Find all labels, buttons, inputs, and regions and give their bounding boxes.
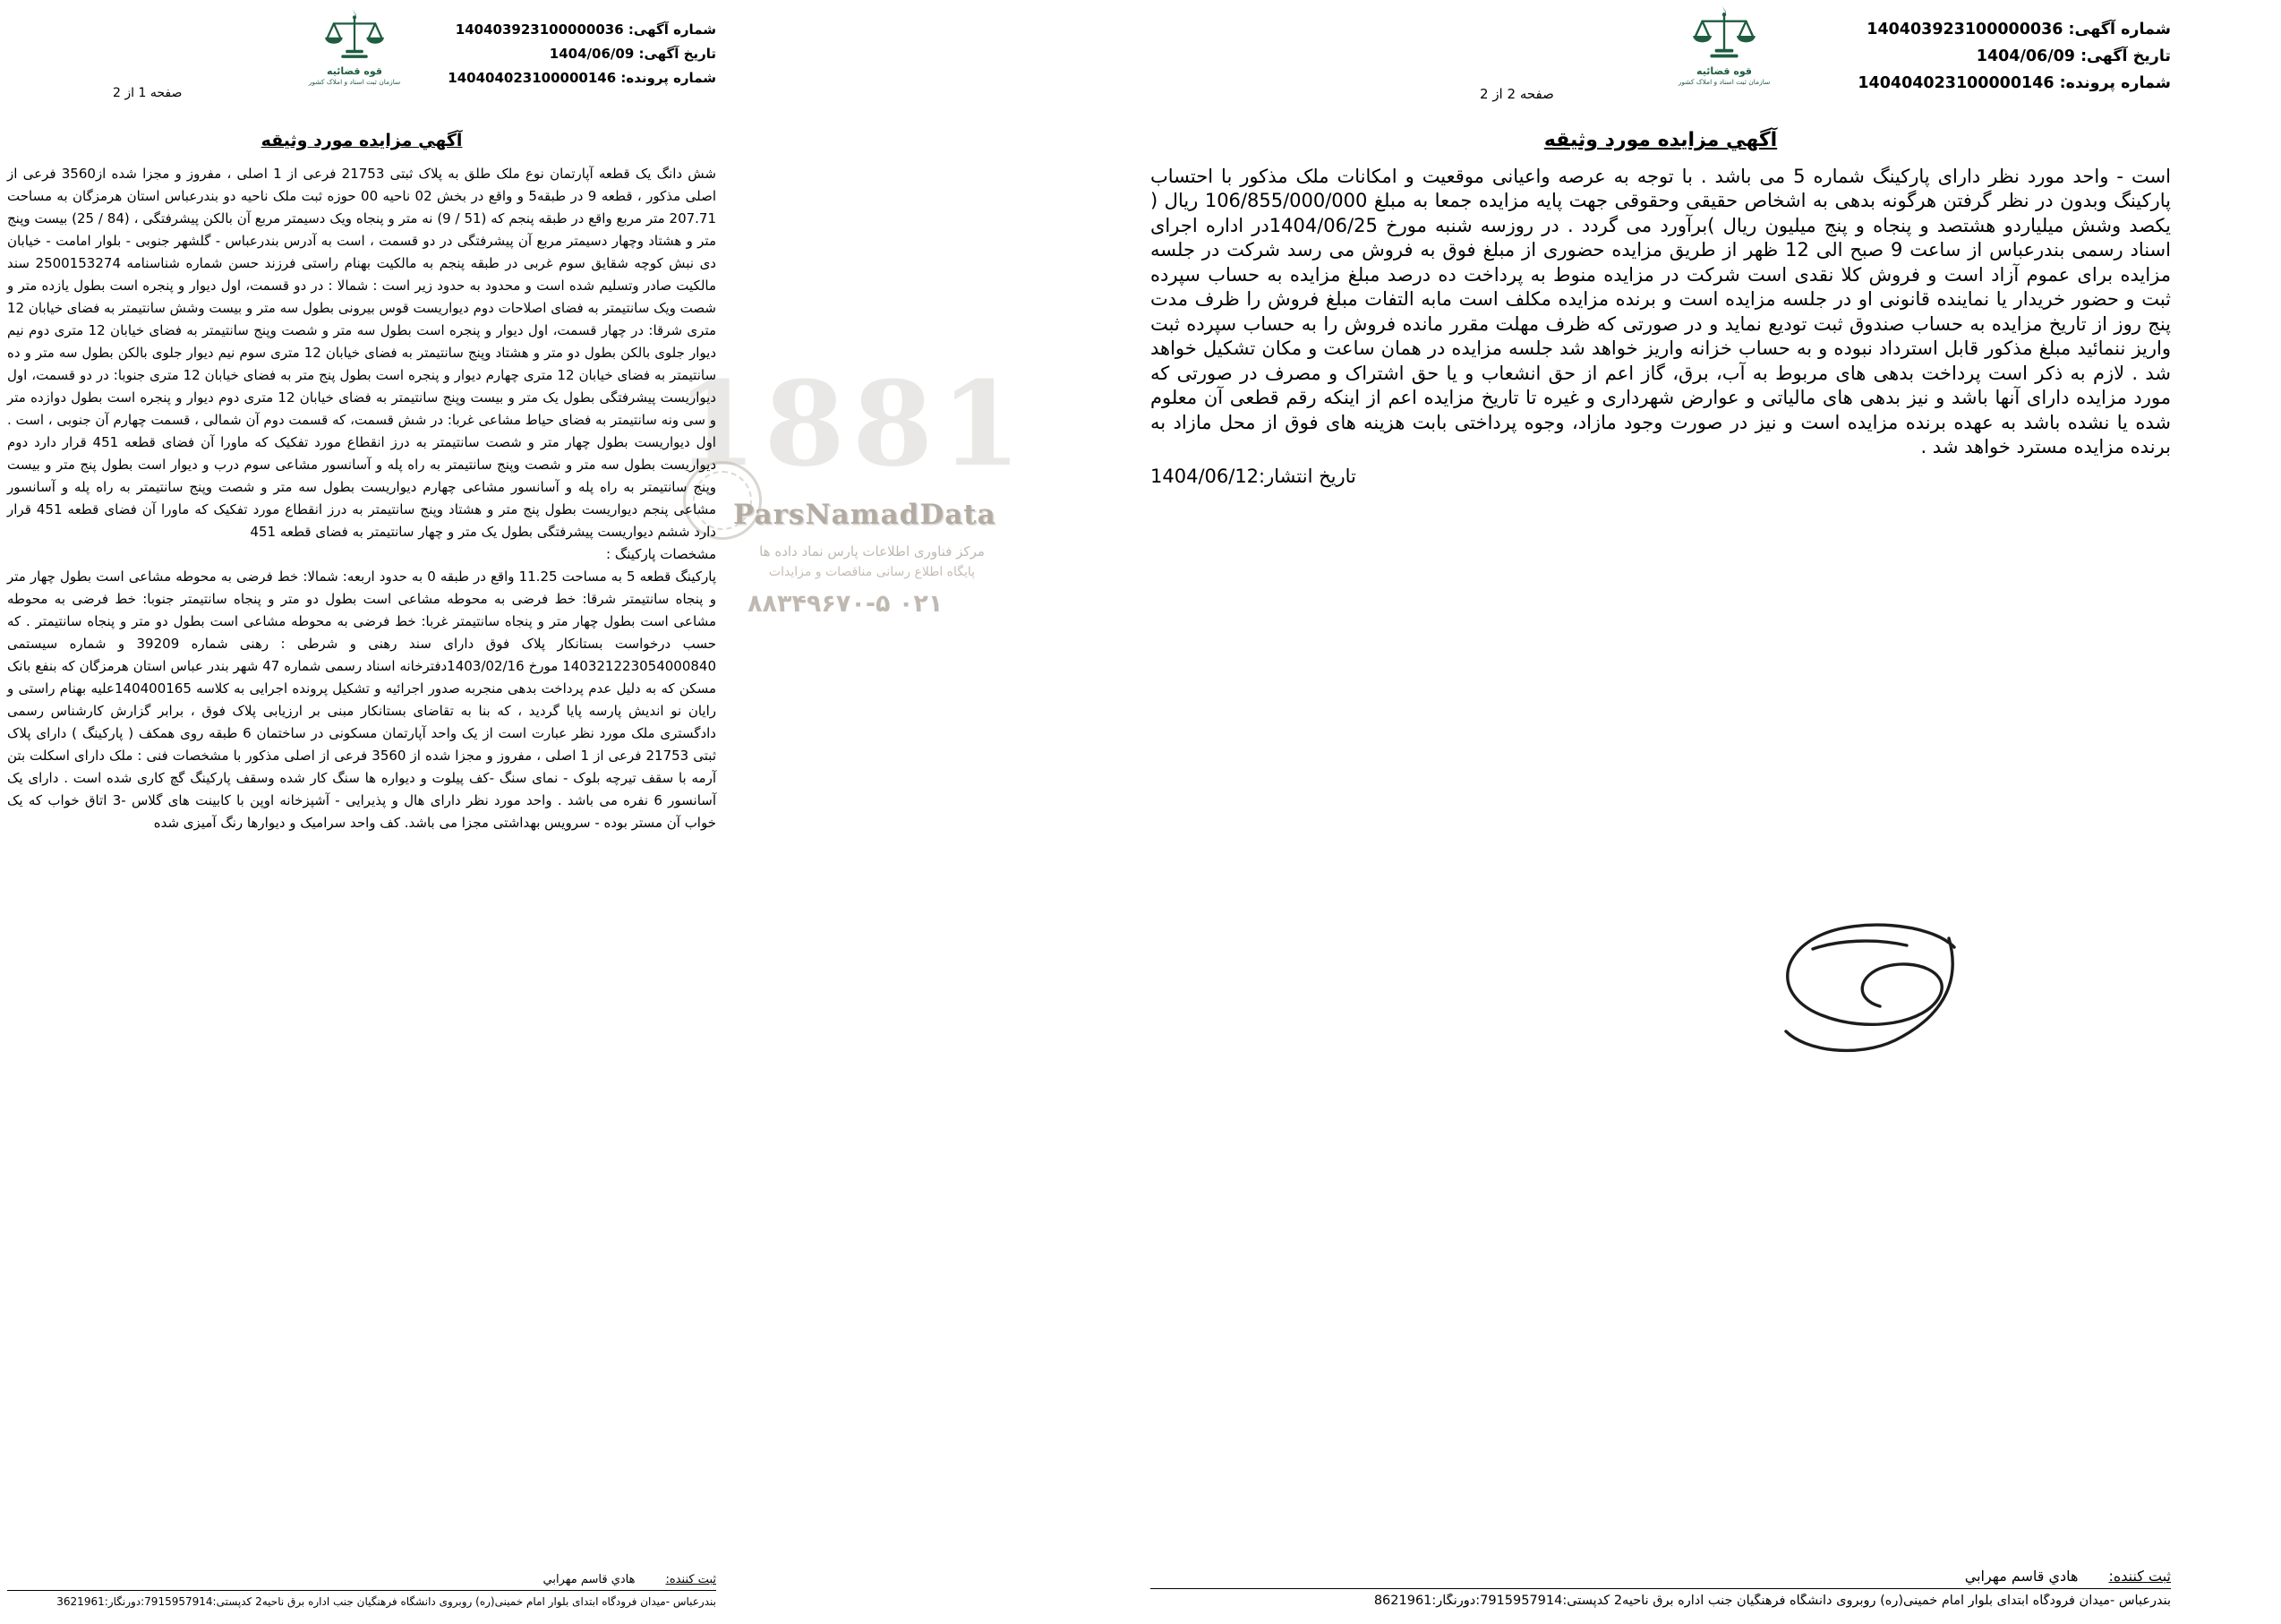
page-number-label: صفحه 2 از 2 [1480, 86, 1554, 102]
notice-date-value: 1404/06/09 [1976, 47, 2075, 65]
file-no-label: شماره پرونده: [620, 70, 716, 86]
emblem-caption-2: سازمان ثبت اسناد و املاک کشور [308, 78, 401, 86]
signature-scribble-icon [1723, 913, 1992, 1065]
watermark-digits: 1881 [676, 355, 1029, 492]
header-field-notice-date [448, 42, 716, 66]
page-2-footer [1150, 1568, 2171, 1608]
page-1-header [7, 0, 716, 125]
notice-date-label: تاریخ آگهی: [638, 46, 716, 62]
header-fields [1858, 16, 2171, 97]
page-1-footer [7, 1573, 716, 1608]
notice-date-label: تاریخ آگهی: [2080, 47, 2171, 65]
watermark-tagline-2: پایگاه اطلاع رسانی مناقصات و مزایدات [768, 565, 976, 579]
page-2 [1150, 0, 2171, 1624]
page-2-header [1150, 0, 2171, 125]
watermark-tagline-1: مرکز فناوری اطلاعات پارس نماد داده ها [759, 543, 985, 560]
footer-divider [1150, 1588, 2171, 1589]
file-no-value: 140404023100000146 [1858, 74, 2055, 92]
footer-address: بندرعباس -میدان فرودگاه ابتدای بلوار امام خمینی(ره) روبروی دانشگاه فرهنگیان جنب اداره برق ناحیه2 کدپستی:7915957914:دورنگار:3621961 [56, 1595, 716, 1608]
watermark [676, 355, 1061, 640]
notice-date-value: 1404/06/09 [549, 46, 635, 62]
header-field-file-no [448, 66, 716, 90]
body-paragraph: است - واحد مورد نظر دارای پارکینگ شماره 5 می باشد . با توجه به عرصه واعیانی موقعیت و امکانات ملک مذکور با احتساب پارکینگ وبدون در نظر گرفتن هرگونه بدهی به اشخاص حقیقی وحقوقی جهت پایه مزایده جمعا به مبلغ 106/855/000/000 ریال ( یکصد وشش میلیاردو هشتصد و پنجاه و پنج میلیون ریال )برآورد می گردد . در روزسه شنبه مورخ 1404/06/25در اداره اجرای اسناد رسمی بندرعباس از ساعت 9 صبح الی 12 ظهر از طریق مزایده حضوری از مبلغ فوق به فروش می رسد شرکت در جلسه مزایده برای عموم آزاد است و فروش کلا نقدی است شرکت در مزایده منوط به پرداخت ده درصد مبلغ مزایده به حساب سپرده ثبت و حضور خریدار یا نماینده قانونی او در جلسه مزایده است و برنده مزایده مکلف است مابه التفات مبلغ فروش را ظرف مدت پنج روز از تاریخ مزایده به حساب صندوق ثبت تودیع نماید و در صورتی که ظرف مهلت مقرر مانده فروش را به حساب سپرده ثبت واریز ننمائید مبلغ مذکور قابل استرداد نبوده و به حساب خزانه واریز خواهد شد جلسه مزایده در همان ساعت و مکان تشکیل خواهد شد . لازم به ذکر است پرداخت بدهی های مربوط به آب، برق، گاز اعم از حق انشعاب و یا حق اشتراک و مصرف در صورتی که مورد مزایده دارای آنها باشد و نیز بدهی های مالیاتی و عوارض شهرداری و غیره تا تاریخ مزایده اعم از اینکه رقم قطعی آن معلوم شده یا نشده باشد به عهده برنده مزایده است و نیز در صورت وجود مازاد، وجوه پرداختی بابت هزینه های فوق از محل مازاد به برنده مزایده مسترد خواهد شد . [1150, 165, 2172, 458]
body-paragraph-1: شش دانگ یک قطعه آپارتمان نوع ملک طلق به پلاک ثبتی 21753 فرعی از 1 اصلی ، مفروز و مجزا شده از3560 فرعی از اصلی مذکور ، قطعه 9 در طبقه5 و واقع در بخش 02 ناحیه 00 حوزه ثبت ملک ناحیه دو بندرعباس استان هرمزگان به مساحت 207.71 متر مربع واقع در طبقه پنجم که (51 / 9) نه متر و پنجاه ویک دسیمتر مربع آن بالکن پیشرفتگی ، (84 / 25) بیست وپنج متر و هشتاد وچهار دسیمتر مربع آن پیشرفتگی در دو قسمت ، است به آدرس بندرعباس - گلشهر جنوبی - بلوار امامت - خیابان دی نبش کوچه شقایق سوم غربی در طبقه پنجم به مالکیت بهنام راستی فرزند حسن شماره شناسنامه 2500153274 سند مالکیت صادر وتسلیم شده است و محدود به حدود زیر است : شمالا : در دو قسمت، اول دیوار و پنجره است بطول یازده متر و شصت ویک سانتیمتر به فضای اصلاحات دوم دیواریست قوس بیرونی بطول سه متر و بیست وشش سانتیمتر به فضای خیابان 12 متری شرقا: در چهار قسمت، اول دیوار و پنجره است بطول سه متر و شصت وپنج سانتیمتر به فضای خیابان 12 متری دوم نیم دیوار جلوی بالکن بطول دو متر و هشتاد وپنج سانتیمتر به فضای خیابان 12 متری سوم نیم دیوار جلوی بالکن بطول سه متر و ده سانتیمتر به فضای خیابان 12 متری چهارم دیوار و پنجره است بطول پنج متر به فضای خیابان 12 متری جنوبا: در دو قسمت، اول دیواریست پیشرفتگی بطول یک متر و بیست وپنج سانتیمتر به فضای خیابان 12 متری دوم دیوار و پنجره است بطول دوازده متر و سی ونه سانتیمتر به فضای حیاط مشاعی غربا: در شش قسمت، که قسمت دوم آن شمالی ، قسمت چهارم آن جنوبی ، است . اول دیواریست بطول چهار متر و شصت سانتیمتر به درز انقطاع مورد تفکیک که ماورا آن فضای قطعه 451 قرار دارد دوم دیواریست بطول سه متر و شصت وپنج سانتیمتر به راه پله و آسانسور مشاعی سوم درب و دیوار است بطول پنج متر و بیست وپنج سانتیمتر به راه پله و آسانسور مشاعی چهارم دیواریست بطول سه متر و شصت وپنج سانتیمتر به راه پله و آسانسور مشاعی پنجم دیواریست بطول پنج متر و هشتاد وپنج سانتیمتر به درز انقطاع مورد تفکیک که ماورا آن فضای قطعه 451 قرار دارد ششم دیواریست پیشرفتگی بطول یک متر و چهار سانتیمتر به فضای قطعه 451 [7, 166, 717, 540]
emblem-caption-1: قوه قضائیه [327, 65, 382, 77]
registrar-label: ثبت کننده: [665, 1573, 716, 1586]
emblem-caption-2: سازمان ثبت اسناد و املاک کشور [1678, 78, 1771, 86]
file-no-label: شماره پرونده: [2059, 74, 2171, 92]
header-field-notice-date [1858, 43, 2171, 70]
header-field-notice-no [448, 18, 716, 42]
registrar-row [1150, 1568, 2171, 1585]
footer-divider [7, 1590, 716, 1591]
header-field-file-no [1858, 70, 2171, 97]
notice-no-value: 140403923100000036 [1867, 21, 2063, 38]
page-title: آگهي مزايده مورد وثيقه [1543, 129, 1778, 151]
header-field-notice-no [1858, 16, 2171, 43]
watermark-brand: ParsNamadData [733, 499, 996, 531]
scales-of-justice-icon [323, 5, 386, 64]
scales-of-justice-icon [1691, 2, 1757, 64]
page-1 [7, 0, 716, 1624]
header-fields [448, 18, 716, 90]
registrar-row [7, 1573, 716, 1586]
judiciary-emblem [1666, 2, 1782, 86]
notice-no-value: 140403923100000036 [455, 21, 624, 38]
page-number-label: صفحه 1 از 2 [113, 86, 183, 100]
notice-no-label: شماره آگهی: [628, 21, 716, 38]
registrar-name: هادي قاسم مهرابي [1964, 1568, 2079, 1585]
judiciary-emblem [299, 5, 410, 86]
file-no-value: 140404023100000146 [448, 70, 617, 86]
signature [1723, 913, 1992, 1069]
parking-heading: مشخصات پارکینگ : [606, 546, 716, 562]
page-title: آگهي مزايده مورد وثيقه [261, 131, 463, 150]
registrar-label: ثبت کننده: [2108, 1568, 2171, 1585]
parking-paragraph: پارکینگ قطعه 5 به مساحت 11.25 واقع در طبقه 0 به حدود اربعه: شمالا: خط فرضی به محوطه مشاعی است بطول چهار متر و پنجاه سانتیمتر شرقا: خط فرضی به محوطه مشاعی است بطول دو متر و پنجاه سانتیمتر جنوبا: خط فرضی به محوطه مشاعی است بطول چهار متر و پنجاه سانتیمتر غربا: خط فرضی به محوطه مشاعی است بطول دو متر و پنجاه سانتیمتر . که حسب درخواست بستانکار پلاک فوق دارای سند رهنی و شرطی : رهنی شماره 39209 و شماره سیستمی 140321223054000840 مورخ 1403/02/16دفترخانه اسناد رسمی شماره 47 شهر بندر عباس استان هرمزگان که بنفع بانک مسکن که به دلیل عدم پرداخت بدهی منجربه صدور اجرائیه و تشکیل پرونده اجرایی به کلاسه 140400165علیه بهنام راستی و رایان نو اندیش پارسه پایا گردید ، که بنا به تقاضای بستانکار مبنی بر ارزیابی پلاک فوق ، برابر گزارش کارشناس رسمی دادگستری ملک مورد نظر عبارت است از یک واحد آپارتمان مسکونی در ساختمان 6 طبقه روی همکف ( پارکینگ ) دارای پلاک ثبتی 21753 فرعی از 1 اصلی ، مفروز و مجزا شده از 3560 فرعی از اصلی مذکور با مشخصات فنی : ملک دارای اسکلت بتن آرمه با سقف تیرچه بلوک - نمای سنگ -کف پیلوت و دیواره ها سنگ کار شده وسقف پارکینگ گچ کاری شده است . دارای یک آسانسور 6 نفره می باشد . واحد مورد نظر دارای هال و پذیرایی - آشپزخانه اوپن با کابینت های گلاس -3 اتاق خواب که یک خواب آن مستر بوده - سرویس بهداشتی مجزا می باشد. کف واحد سرامیک و دیوارها رنگ آمیزی شده [7, 568, 717, 831]
watermark-phone: ۸۸۳۴۹۶۷۰-۵ ۰۲۱ [748, 590, 944, 618]
footer-address: بندرعباس -میدان فرودگاه ابتدای بلوار امام خمینی(ره) روبروی دانشگاه فرهنگیان جنب اداره برق ناحیه2 کدپستی:7915957914:دورنگار:8621961 [1373, 1594, 2171, 1608]
registrar-name: هادي قاسم مهرابي [542, 1573, 636, 1586]
publish-date: تاریخ انتشار:1404/06/12 [1150, 465, 1356, 487]
notice-no-label: شماره آگهی: [2068, 21, 2171, 38]
emblem-caption-1: قوه قضائیه [1696, 65, 1752, 77]
